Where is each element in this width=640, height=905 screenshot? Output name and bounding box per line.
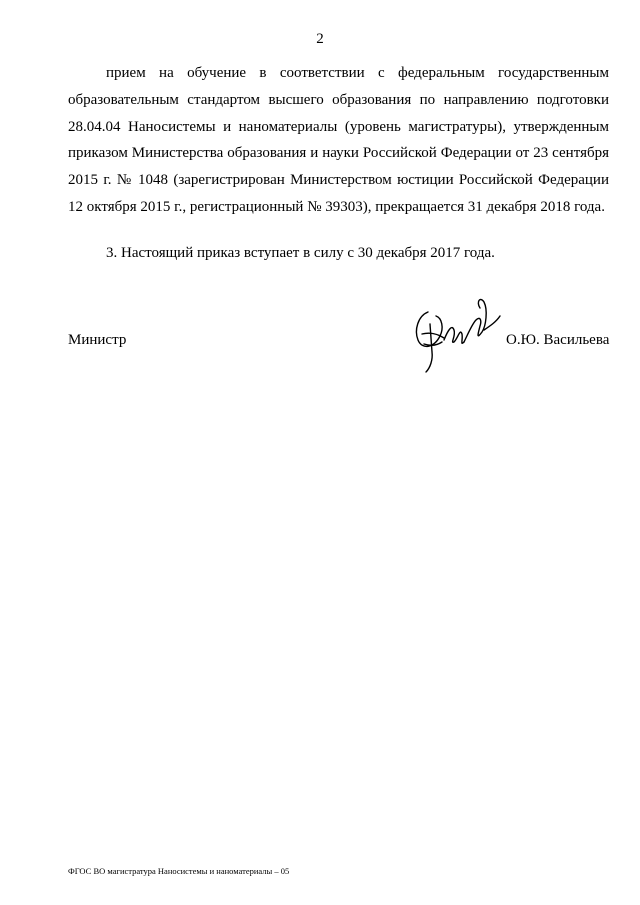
handwritten-signature-icon bbox=[400, 290, 510, 380]
body-paragraph-1: прием на обучение в соответствии с федеральным государственным образовательным стандартом высшего образования по направлению подготовки 28.04.04 Наносистемы и наноматериалы (уровень магистратуры), утвержденным приказом Министерства образования и науки Российской Федерации от 23 сентября 2015 г. № 1048 (зарегистрирован Министерством юстиции Российской Федерации 12 октября 2015 г., регистрационный № 39303), прекращается 31 декабря 2018 года. bbox=[68, 65, 609, 215]
body-paragraph-2: 3. Настоящий приказ вступает в силу с 30 декабря 2017 года. bbox=[106, 245, 495, 261]
footer-text: ФГОС ВО магистратура Наносистемы и наноматериалы – 05 bbox=[68, 866, 290, 876]
signature-position: Министр bbox=[68, 332, 127, 348]
signatory-name: О.Ю. Васильева bbox=[506, 332, 610, 348]
page-number: 2 bbox=[316, 31, 324, 47]
